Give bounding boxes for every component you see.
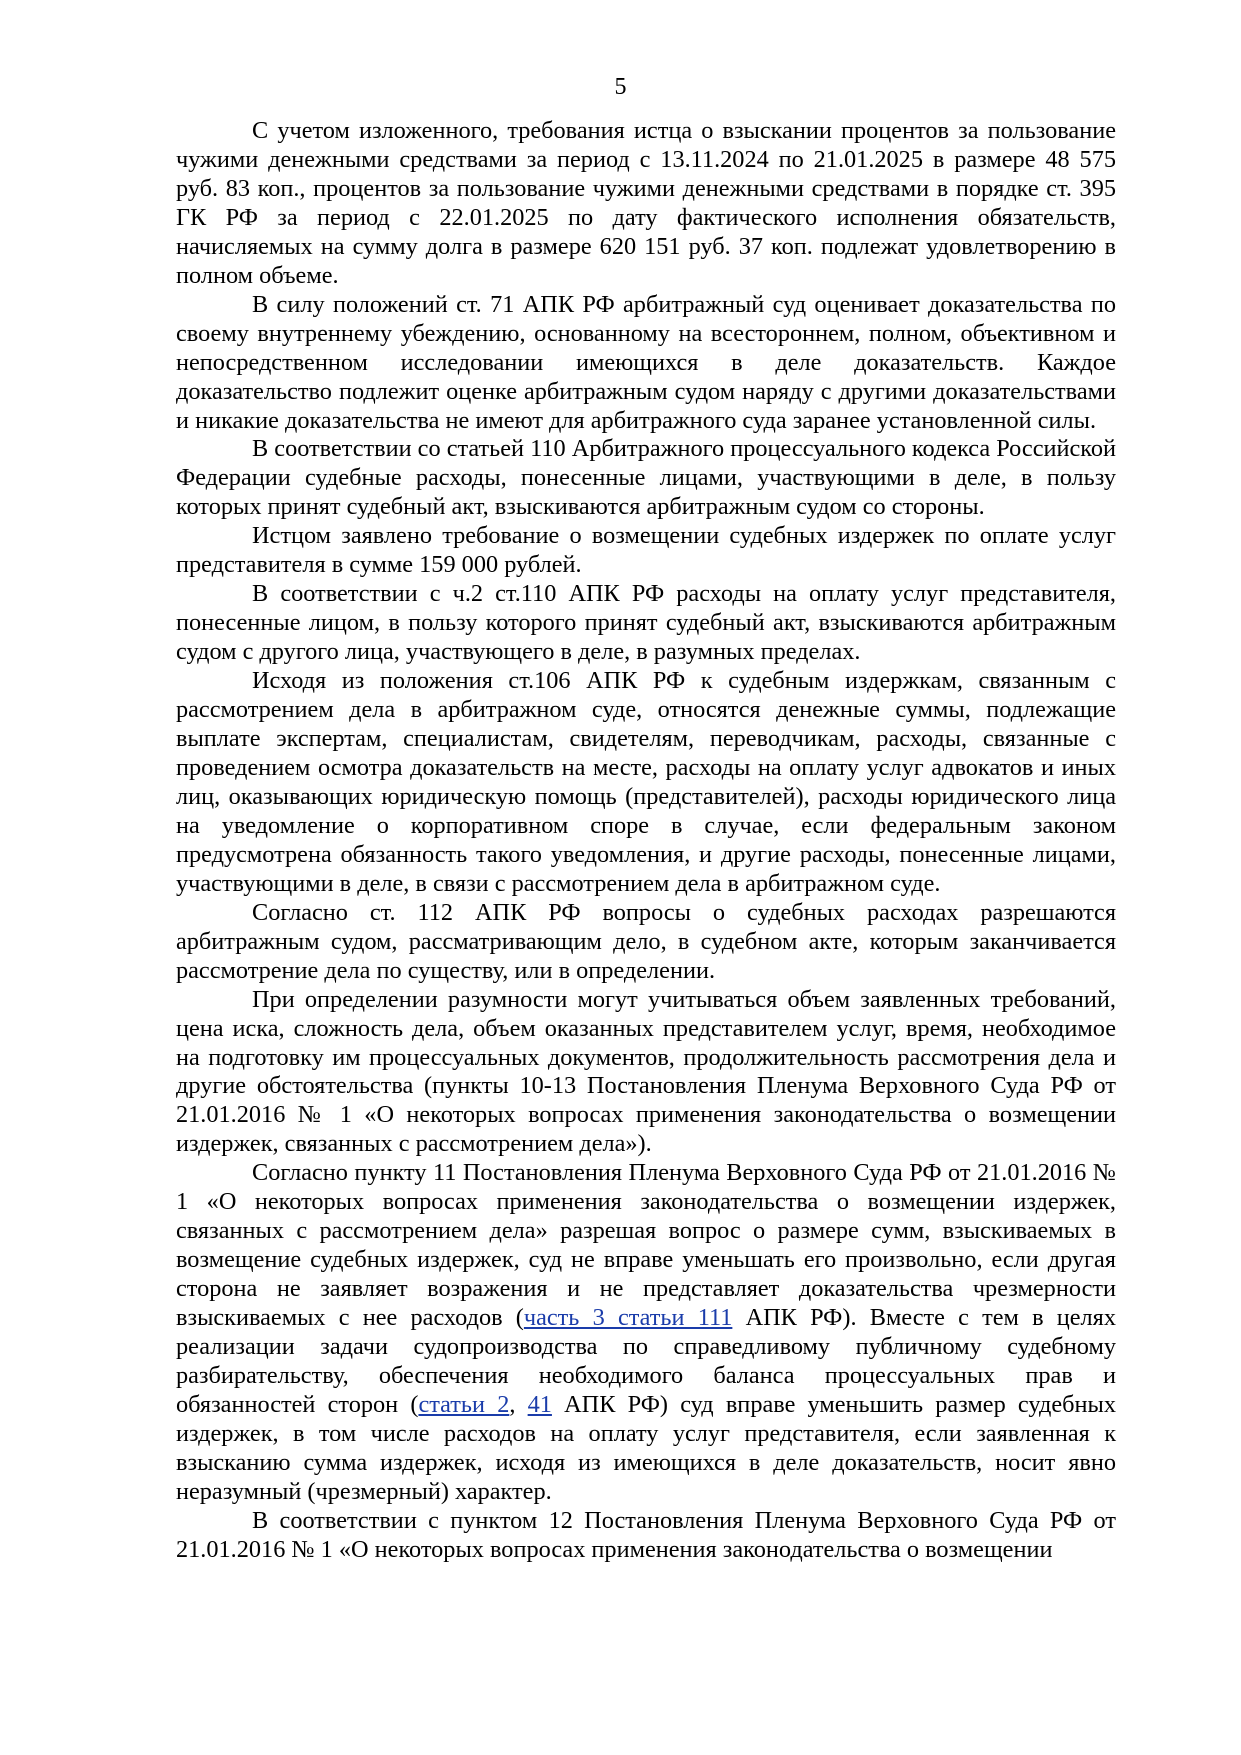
paragraph-representative-costs-claim: Истцом заявлено требование о возмещении судебных издержек по оплате услуг представителя в сумме 159 000 рублей. <box>176 522 1116 579</box>
paragraph-evidence-assessment: В силу положений ст. 71 АПК РФ арбитражный суд оценивает доказательства по своему внутреннему убеждению, основанному на всестороннем, полном, объективном и непосредственном исследовании имеющихся в деле доказательств. Каждое доказательство подлежит оценке арбитражным судом наряду с другими доказательствами и никакие доказательства не имеют для арбитражного суда заранее установленной силы. <box>176 290 1116 434</box>
paragraph-article-112: Согласно ст. 112 АПК РФ вопросы о судебных расходах разрешаются арбитражным судом, рассматривающим дело, в судебном акте, которым заканчивается рассмотрение дела по существу, или в определении. <box>176 898 1116 984</box>
paragraph-interest-claim: С учетом изложенного, требования истца о взыскании процентов за пользование чужими денежными средствами за период с 13.11.2024 по 21.01.2025 в размере 48 575 руб. 83 коп., процентов за пользование чужими денежными средствами в порядке ст. 395 ГК РФ за период с 22.01.2025 по дату фактического исполнения обязательств, начисляемых на сумму долга в размере 620 151 руб. 37 коп. подлежат удовлетворению в полном объеме. <box>176 117 1116 289</box>
link-part-3-article-111[interactable]: часть 3 статьи 111 <box>523 1304 733 1332</box>
document-body <box>176 117 1116 1565</box>
link-article-2[interactable]: статьи 2 <box>418 1390 510 1418</box>
paragraph-article-110: В соответствии со статьей 110 Арбитражного процессуального кодекса Российской Федерации судебные расходы, понесенные лицами, участвующими в деле, в пользу которых принят судебный акт, взыскиваются арбитражным судом со стороны. <box>176 435 1116 521</box>
link-article-41[interactable]: 41 <box>527 1390 552 1418</box>
paragraph-text: АПК РФ) суд вправе уменьшить размер судебных издержек, в том числе расходов на оплату услуг представителя, если заявленная к взысканию сумма издержек, исходя из имеющихся в деле доказательств, носит явно неразумный (чрезмерный) характер. <box>176 1390 1116 1505</box>
paragraph-plenum-item-11 <box>176 1159 1116 1506</box>
link-separator: , <box>509 1390 528 1418</box>
paragraph-reasonableness: При определении разумности могут учитываться объем заявленных требований, цена иска, сложность дела, объем оказанных представителем услуг, время, необходимое на подготовку им процессуальных документов, продолжительность рассмотрения дела и другие обстоятельства (пункты 10-13 Постановления Пленума Верховного Суда РФ от 21.01.2016 № 1 «О некоторых вопросах применения законодательства о возмещении издержек, связанных с рассмотрением дела»). <box>176 985 1116 1158</box>
paragraph-text: АПК РФ). Вместе с тем в целях реализации задачи судопроизводства по справедливому публичному судебному разбирательству, обеспечения необходимого баланса процессуальных прав и обязанностей сторон ( <box>176 1304 1116 1418</box>
page-number: 5 <box>614 74 627 100</box>
paragraph-article-110-part-2: В соответствии с ч.2 ст.110 АПК РФ расходы на оплату услуг представителя, понесенные лицом, в пользу которого принят судебный акт, взыскиваются арбитражным судом с другого лица, участвующего в деле, в разумных пределах. <box>176 580 1116 666</box>
paragraph-plenum-item-12: В соответствии с пунктом 12 Постановления Пленума Верховного Суда РФ от 21.01.2016 № 1 «О некоторых вопросах применения законодательства о возмещении <box>176 1506 1116 1563</box>
paragraph-text: Согласно пункту 11 Постановления Пленума Верховного Суда РФ от 21.01.2016 № 1 «О некоторых вопросах применения законодательства о возмещении издержек, связанных с рассмотрением дела» разрешая вопрос о размере сумм, взыскиваемых в возмещение судебных издержек, суд не вправе уменьшать его произвольно, если другая сторона не заявляет возражения и не представляет доказательства чрезмерности взыскиваемых с нее расходов ( <box>176 1159 1116 1332</box>
paragraph-article-106: Исходя из положения ст.106 АПК РФ к судебным издержкам, связанным с рассмотрением дела в арбитражном суде, относятся денежные суммы, подлежащие выплате экспертам, специалистам, свидетелям, переводчикам, расходы, связанные с проведением осмотра доказательств на месте, расходы на оплату услуг адвокатов и иных лиц, оказывающих юридическую помощь (представителей), расходы юридического лица на уведомление о корпоративном споре в случае, если федеральным законом предусмотрена обязанность такого уведомления, и другие расходы, понесенные лицами, участвующими в деле, в связи с рассмотрением дела в арбитражном суде. <box>176 667 1116 897</box>
